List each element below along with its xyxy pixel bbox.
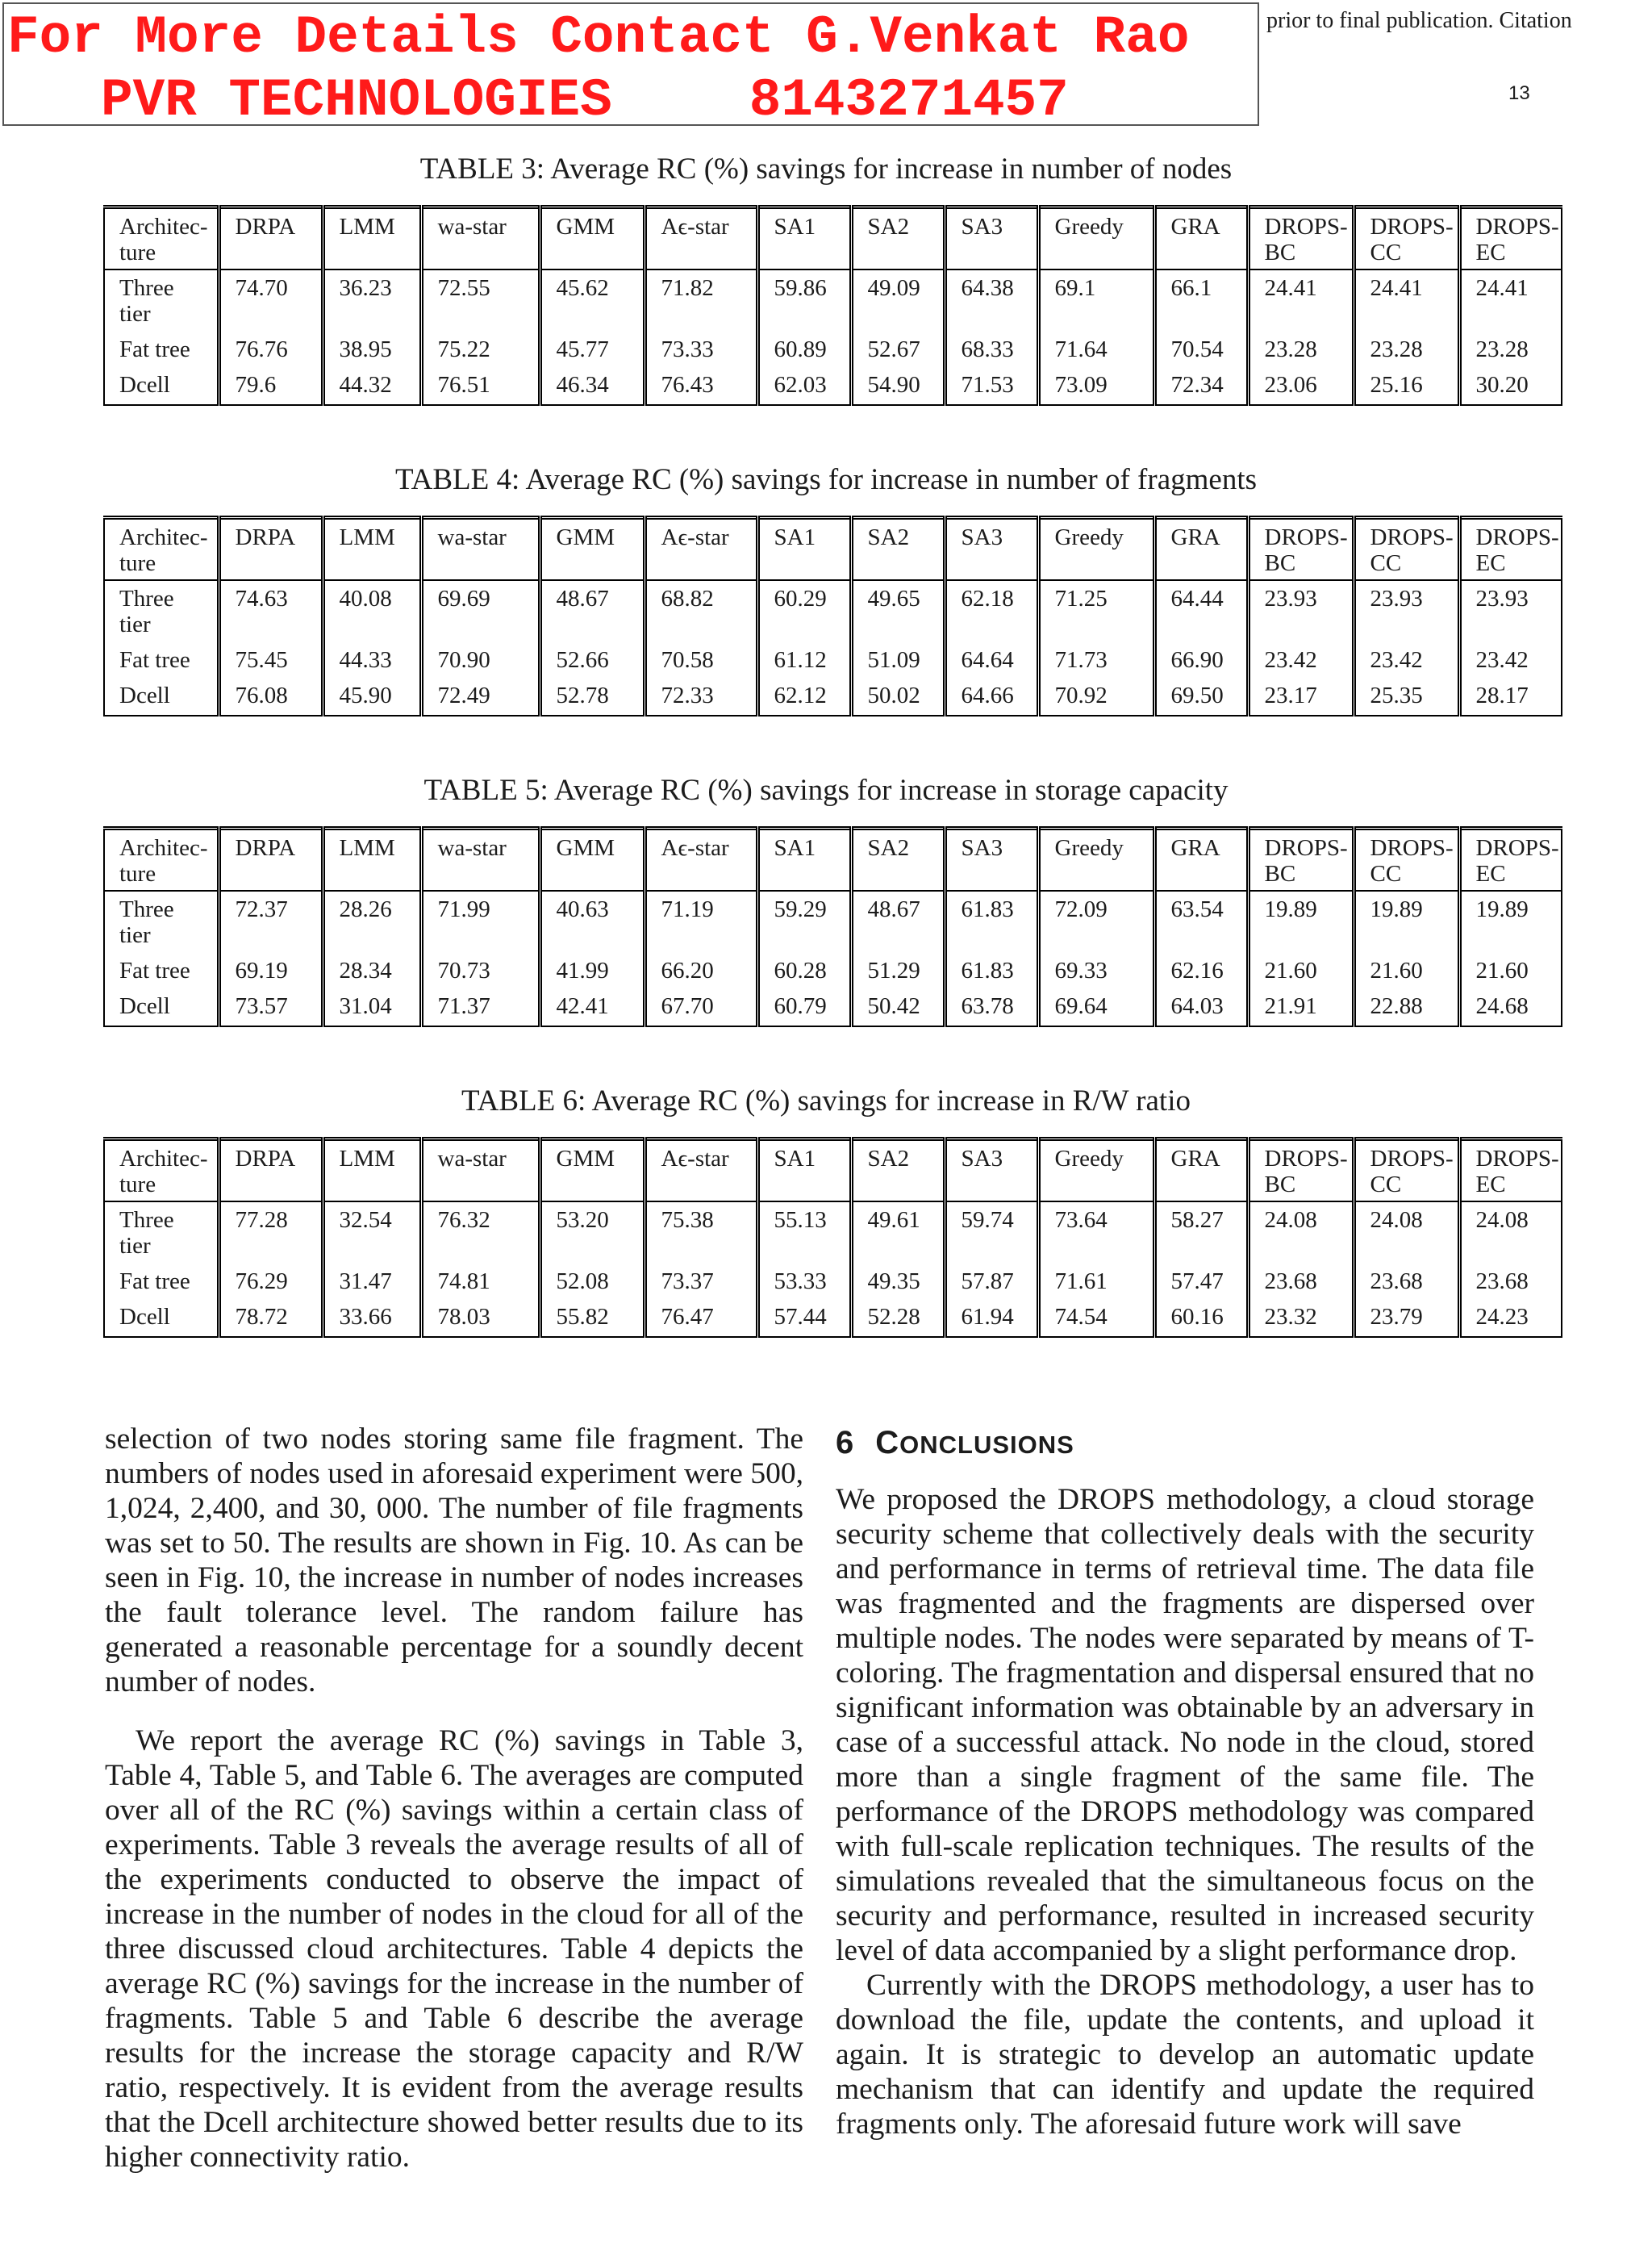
table-row [104,1264,1562,1299]
table-cell: 69.64 [1038,988,1154,1026]
column-header: DROPS-EC [1459,829,1562,892]
table-cell: 45.62 [540,269,645,332]
table-cell: 23.79 [1354,1299,1459,1337]
table-cell: 61.94 [945,1299,1038,1337]
table-cell: 52.28 [851,1299,945,1337]
row-label: Dcell [119,1304,170,1330]
table-cell: 73.33 [645,332,757,367]
row-label: Three tier [119,896,174,948]
table-cell: 76.08 [219,678,323,716]
column-header: SA1 [757,518,851,581]
column-header: SA1 [757,207,851,270]
column-header: SA2 [851,207,945,270]
table-cell: 73.09 [1038,367,1154,405]
column-header: Architec-ture [104,518,219,581]
table-cell: 68.82 [645,580,757,642]
table-cell: 62.18 [945,580,1038,642]
table-cell: 74.54 [1038,1299,1154,1337]
column-header: DROPS-BC [1248,829,1354,892]
banner-phone: 8143271457 [749,70,1069,131]
column-header: wa-star [421,518,540,581]
column-header: SA3 [945,1139,1038,1202]
row-label: Fat tree [119,958,190,984]
table-cell: 76.51 [421,367,540,405]
column-header: Greedy [1038,207,1154,270]
column-header: DRPA [219,829,323,892]
column-header: Aϵ-star [645,829,757,892]
left-paragraph-1: selection of two nodes storing same file fragment. The numbers of nodes used in aforesaid experiment were 500, 1,024, 2,400, and 30, 000. The number of file fragments was set to 50. The results are shown in Fig. 10. As can be seen in Fig. 10, the increase in number of nodes increases the fault tolerance level. The random failure has generated a reasonable percentage for a soundly decent number of nodes. [105,1423,803,1698]
table-cell: 49.61 [851,1201,945,1264]
table-cell: 61.83 [945,891,1038,953]
table-cell: 69.69 [421,580,540,642]
column-header: DROPS-BC [1248,207,1354,270]
table-cell: 50.02 [851,678,945,716]
banner-company-line [101,70,1069,131]
table-cell: 46.34 [540,367,645,405]
table-cell: 25.16 [1354,367,1459,405]
table-cell: 71.37 [421,988,540,1026]
column-header: wa-star [421,829,540,892]
table-cell: 59.74 [945,1201,1038,1264]
table-cell: 23.68 [1248,1264,1354,1299]
column-header: LMM [323,829,421,892]
table-cell: 24.68 [1459,988,1562,1026]
table-cell: 28.17 [1459,678,1562,716]
table-cell: 78.03 [421,1299,540,1337]
column-header: SA3 [945,207,1038,270]
column-header: DROPS-EC [1459,518,1562,581]
column-header: DROPS-BC [1248,1139,1354,1202]
table-cell: 72.34 [1154,367,1248,405]
table-cell: 71.53 [945,367,1038,405]
table-cell: 70.90 [421,642,540,678]
column-header: GMM [540,518,645,581]
table-cell: 58.27 [1154,1201,1248,1264]
table-cell: 64.38 [945,269,1038,332]
table-cell: 19.89 [1354,891,1459,953]
table-cell: 57.47 [1154,1264,1248,1299]
table-cell: 61.12 [757,642,851,678]
table-cell: 73.64 [1038,1201,1154,1264]
table-cell: 60.16 [1154,1299,1248,1337]
row-label: Fat tree [119,336,190,362]
table-cell: 66.1 [1154,269,1248,332]
table-row [104,891,1562,953]
table-cell: 61.83 [945,953,1038,988]
table-row [104,1201,1562,1264]
table-header-row [104,207,1562,270]
table-cell: 52.66 [540,642,645,678]
table-cell: 66.90 [1154,642,1248,678]
column-header: GRA [1154,518,1248,581]
table-cell: 48.67 [540,580,645,642]
column-header: SA3 [945,829,1038,892]
column-header: GMM [540,207,645,270]
table-cell: 69.19 [219,953,323,988]
table-body [104,829,1562,1027]
table-cell: 21.60 [1354,953,1459,988]
column-header: DROPS-EC [1459,1139,1562,1202]
right-text-column [836,1422,1534,2141]
column-header: LMM [323,518,421,581]
column-header: DROPS-CC [1354,518,1459,581]
table-cell: 73.57 [219,988,323,1026]
table-cell: 72.49 [421,678,540,716]
table-cell: 44.33 [323,642,421,678]
table-cell: 45.90 [323,678,421,716]
column-header: SA2 [851,829,945,892]
table-cell: 23.32 [1248,1299,1354,1337]
table-cell: 70.92 [1038,678,1154,716]
table-cell: 71.99 [421,891,540,953]
table-cell: 74.81 [421,1264,540,1299]
table-6-caption: TABLE 6: Average RC (%) savings for increase in R/W ratio [461,1084,1191,1118]
row-label: Three tier [119,586,174,637]
table-cell: 24.08 [1354,1201,1459,1264]
column-header: GRA [1154,1139,1248,1202]
table-body [104,518,1562,716]
table-cell: 40.08 [323,580,421,642]
column-header: Architec-ture [104,1139,219,1202]
row-label: Dcell [119,993,170,1019]
column-header: DRPA [219,518,323,581]
table-cell: 69.1 [1038,269,1154,332]
table-row [104,1299,1562,1337]
column-header: Aϵ-star [645,1139,757,1202]
table-cell: 75.45 [219,642,323,678]
table-4 [103,516,1562,716]
table-cell: 19.89 [1248,891,1354,953]
table-cell: 45.77 [540,332,645,367]
table-cell: 23.42 [1248,642,1354,678]
table-cell: 72.37 [219,891,323,953]
table-cell: 60.79 [757,988,851,1026]
row-label: Dcell [119,372,170,398]
table-cell: 32.54 [323,1201,421,1264]
table-cell: 72.55 [421,269,540,332]
table-4-caption: TABLE 4: Average RC (%) savings for increase in number of fragments [394,463,1257,496]
column-header: SA2 [851,518,945,581]
column-header: GRA [1154,207,1248,270]
table-cell: 69.33 [1038,953,1154,988]
table-cell: 53.33 [757,1264,851,1299]
table-cell: 57.87 [945,1264,1038,1299]
table-cell: 24.41 [1354,269,1459,332]
table-cell: 62.12 [757,678,851,716]
banner-company-name: PVR TECHNOLOGIES [101,70,612,131]
table-cell: 23.28 [1354,332,1459,367]
table-cell: 71.61 [1038,1264,1154,1299]
table-header-row [104,1139,1562,1202]
table-cell: 68.33 [945,332,1038,367]
table-cell: 71.82 [645,269,757,332]
column-header: Greedy [1038,518,1154,581]
table-cell: 79.6 [219,367,323,405]
table-cell: 52.78 [540,678,645,716]
table-cell: 23.93 [1354,580,1459,642]
table-cell: 55.82 [540,1299,645,1337]
table-3-caption: TABLE 3: Average RC (%) savings for increase in number of nodes [419,152,1233,186]
column-header: Architec-ture [104,207,219,270]
column-header: SA1 [757,829,851,892]
banner-contact-line: For More Details Contact G.Venkat Rao [7,7,1190,68]
table-cell: 23.42 [1459,642,1562,678]
column-header: DROPS-CC [1354,829,1459,892]
table-cell: 23.68 [1459,1264,1562,1299]
table-row [104,953,1562,988]
table-cell: 44.32 [323,367,421,405]
column-header: DRPA [219,207,323,270]
table-cell: 59.29 [757,891,851,953]
left-paragraph-2: We report the average RC (%) savings in Table 3, Table 4, Table 5, and Table 6. The averages are computed over all of the RC (%) savings within a certain class of experiments. Table 3 reveals the average results of all of the experiments conducted to observe the impact of increase in the number of nodes in the cloud for all of the three discussed cloud architectures. Table 4 depicts the average RC (%) savings for the increase in the number of fragments. Table 5 and Table 6 describe the average results for the increase the storage capacity and R/W ratio, respectively. It is evident from the average results that the Dcell architecture showed better results due to its higher connectivity ratio. [105,1724,803,2174]
table-cell: 62.16 [1154,953,1248,988]
table-cell: 60.89 [757,332,851,367]
section-heading-conclusions [836,1425,1534,1463]
table-cell: 63.54 [1154,891,1248,953]
table-cell: 60.29 [757,580,851,642]
table-cell: 23.17 [1248,678,1354,716]
table-cell: 74.63 [219,580,323,642]
table-cell: 23.06 [1248,367,1354,405]
table-cell: 52.08 [540,1264,645,1299]
table-row [104,642,1562,678]
table-cell: 67.70 [645,988,757,1026]
table-cell: 33.66 [323,1299,421,1337]
table-row [104,580,1562,642]
table-cell: 50.42 [851,988,945,1026]
table-cell: 76.32 [421,1201,540,1264]
table-cell: 25.35 [1354,678,1459,716]
table-cell: 49.35 [851,1264,945,1299]
section-number: 6 [836,1425,855,1460]
conclusions-paragraph-1: We proposed the DROPS methodology, a cloud storage security scheme that collectively deals with the security and performance in terms of retrieval time. The data file was fragmented and the fragments are dispersed over multiple nodes. The nodes were separated by means of T-coloring. The fragmentation and dispersal ensured that no significant information was obtainable by an adversary in case of a successful attack. No node in the cloud, stored more than a single fragment of the same file. The performance of the DROPS methodology was compared with full-scale replication techniques. The results of the simulations revealed that the simultaneous focus on the security and performance, resulted in increased security level of data accompanied by a slight performance drop. [836,1483,1534,1967]
table-cell: 31.04 [323,988,421,1026]
column-header: wa-star [421,1139,540,1202]
table-row [104,332,1562,367]
table-header-row [104,518,1562,581]
page-number: 13 [1508,82,1530,104]
table-cell: 30.20 [1459,367,1562,405]
table-cell: 77.28 [219,1201,323,1264]
table-cell: 64.66 [945,678,1038,716]
table-cell: 75.22 [421,332,540,367]
table-cell: 24.08 [1459,1201,1562,1264]
column-header: DROPS-EC [1459,207,1562,270]
table-cell: 64.44 [1154,580,1248,642]
table-cell: 41.99 [540,953,645,988]
conclusions-paragraph-2: Currently with the DROPS methodology, a user has to download the file, update the contents, and upload it again. It is strategic to develop an automatic update mechanism that can identify and update the required fragments only. The aforesaid future work will save [836,1969,1534,2141]
table-cell: 55.13 [757,1201,851,1264]
row-label: Fat tree [119,647,190,673]
table-3 [103,205,1562,406]
column-header: Architec-ture [104,829,219,892]
column-header: GMM [540,1139,645,1202]
column-header: Greedy [1038,1139,1154,1202]
table-cell: 73.37 [645,1264,757,1299]
table-cell: 70.54 [1154,332,1248,367]
column-header: SA1 [757,1139,851,1202]
table-header-row [104,829,1562,892]
table-cell: 70.73 [421,953,540,988]
column-header: DRPA [219,1139,323,1202]
table-cell: 21.60 [1459,953,1562,988]
table-cell: 23.28 [1248,332,1354,367]
row-label: Dcell [119,683,170,708]
table-row [104,269,1562,332]
table-cell: 23.93 [1248,580,1354,642]
table-cell: 23.93 [1459,580,1562,642]
table-cell: 66.20 [645,953,757,988]
row-label: Three tier [119,1207,174,1259]
table-cell: 23.68 [1354,1264,1459,1299]
table-5 [103,826,1562,1027]
table-cell: 70.58 [645,642,757,678]
column-header: GMM [540,829,645,892]
table-row [104,678,1562,716]
table-cell: 40.63 [540,891,645,953]
column-header: DROPS-BC [1248,518,1354,581]
table-cell: 19.89 [1459,891,1562,953]
table-cell: 59.86 [757,269,851,332]
contact-banner [2,2,1259,131]
table-cell: 76.47 [645,1299,757,1337]
table-cell: 22.88 [1354,988,1459,1026]
section-title-rest: ONCLUSIONS [899,1431,1074,1459]
table-cell: 49.09 [851,269,945,332]
table-cell: 76.29 [219,1264,323,1299]
table-cell: 63.78 [945,988,1038,1026]
table-body [104,207,1562,406]
table-cell: 54.90 [851,367,945,405]
table-cell: 71.25 [1038,580,1154,642]
table-cell: 72.33 [645,678,757,716]
column-header: Greedy [1038,829,1154,892]
table-cell: 24.23 [1459,1299,1562,1337]
table-body [104,1139,1562,1338]
table-cell: 71.64 [1038,332,1154,367]
table-6 [103,1137,1562,1338]
table-cell: 76.76 [219,332,323,367]
table-cell: 52.67 [851,332,945,367]
table-row [104,988,1562,1026]
table-cell: 28.34 [323,953,421,988]
column-header: SA3 [945,518,1038,581]
table-cell: 49.65 [851,580,945,642]
table-cell: 60.28 [757,953,851,988]
table-cell: 23.42 [1354,642,1459,678]
table-cell: 31.47 [323,1264,421,1299]
table-cell: 75.38 [645,1201,757,1264]
table-cell: 21.60 [1248,953,1354,988]
table-cell: 23.28 [1459,332,1562,367]
table-cell: 24.41 [1248,269,1354,332]
table-row [104,367,1562,405]
table-cell: 69.50 [1154,678,1248,716]
row-label: Three tier [119,275,174,327]
table-cell: 48.67 [851,891,945,953]
table-cell: 74.70 [219,269,323,332]
table-5-caption: TABLE 5: Average RC (%) savings for increase in storage capacity [423,774,1229,807]
table-cell: 71.73 [1038,642,1154,678]
column-header: LMM [323,207,421,270]
table-cell: 24.41 [1459,269,1562,332]
column-header: SA2 [851,1139,945,1202]
table-cell: 38.95 [323,332,421,367]
column-header: GRA [1154,829,1248,892]
row-label: Fat tree [119,1268,190,1294]
header-citation-note: prior to final publication. Citation [1266,8,1572,33]
table-cell: 36.23 [323,269,421,332]
table-cell: 78.72 [219,1299,323,1337]
column-header: Aϵ-star [645,518,757,581]
table-cell: 53.20 [540,1201,645,1264]
table-cell: 28.26 [323,891,421,953]
table-cell: 76.43 [645,367,757,405]
table-cell: 64.64 [945,642,1038,678]
table-cell: 51.09 [851,642,945,678]
table-cell: 64.03 [1154,988,1248,1026]
column-header: LMM [323,1139,421,1202]
table-cell: 21.91 [1248,988,1354,1026]
left-text-column [105,1422,803,2175]
column-header: wa-star [421,207,540,270]
table-cell: 42.41 [540,988,645,1026]
table-cell: 57.44 [757,1299,851,1337]
table-cell: 51.29 [851,953,945,988]
table-cell: 62.03 [757,367,851,405]
section-title-initial: C [875,1425,900,1460]
table-cell: 24.08 [1248,1201,1354,1264]
column-header: DROPS-CC [1354,1139,1459,1202]
column-header: DROPS-CC [1354,207,1459,270]
column-header: Aϵ-star [645,207,757,270]
table-cell: 72.09 [1038,891,1154,953]
table-cell: 71.19 [645,891,757,953]
